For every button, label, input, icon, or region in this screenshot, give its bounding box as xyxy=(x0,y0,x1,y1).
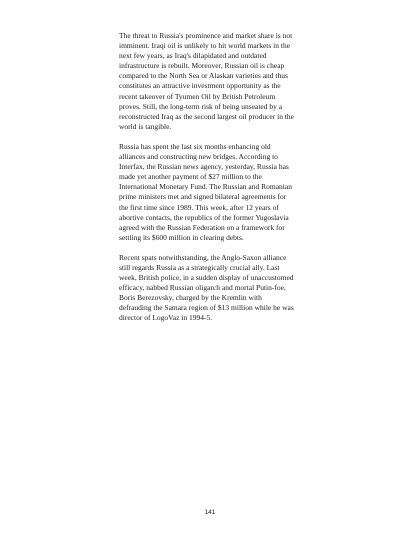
page-number: 141 xyxy=(204,509,216,516)
paragraph-iraq-oil-threat: The threat to Russia's prominence and market share is not imminent. Iraqi oil is unlikely to hit world markets in the next few years, as Iraq's dilapidated and outdated infrastructure is rebuilt. Moreover, Russian oil is cheap compared to the North Sea or Alaskan varieties and thus constitutes an attractive investment opportunity as the recent takeover of Tyumen Oil by British Petroleum proves. Still, the long-term risk of being unseated by a reconstructed Iraq as the second largest oil producer in the world is tangible. xyxy=(119,31,295,131)
paragraph-anglo-saxon-alliance: Recent spats notwithstanding, the Anglo-Saxon alliance still regards Russia as a strategically crucial ally. Last week, British police, in a sudden display of unaccustomed efficacy, nabbed Russian oligarch and mortal Putin-foe, Boris Berezovsky, charged by the Kremlin with defrauding the Samara region of $13 million while he was director of LogoVaz in 1994-5. xyxy=(119,252,294,323)
paragraph-russia-alliances: Russia has spent the last six months enhancing old alliances and constructing new bridges. According to Interfax, the Russian news agency, yesterday, Russia has made yet another payment of $27 million to the International Monetary Fund. The Russian and Romanian prime ministers met and signed bilateral agreements for the first time since 1989. This week, after 12 years of abortive contacts, the republics of the former Yugoslavia agreed with the Russian Federation on a framework for settling its $600 million in clearing debts. xyxy=(119,141,292,242)
body-text-column xyxy=(119,31,315,334)
